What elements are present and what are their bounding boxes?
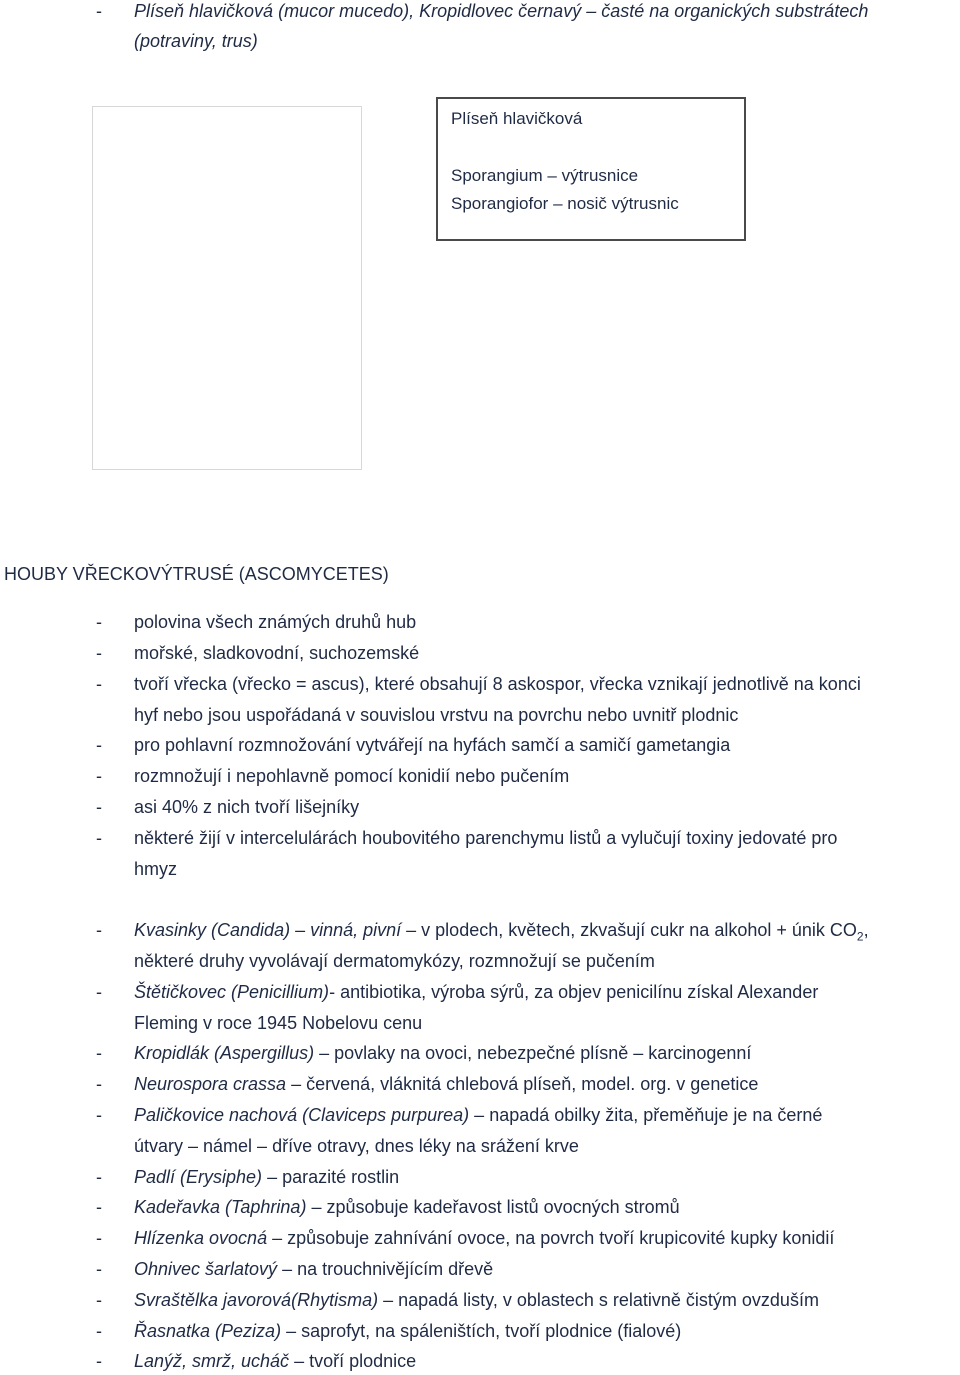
bullet-dash: - <box>96 1105 102 1125</box>
bullet-dash: - <box>96 1228 102 1248</box>
legend-item: Sporangium – výtrusnice <box>451 166 639 185</box>
species-name: Hlízenka ovocná <box>134 1228 268 1248</box>
separator: – <box>262 1167 283 1187</box>
bullet-dash: - <box>96 828 102 848</box>
list-item-text-cont: hmyz <box>134 859 178 879</box>
bullet-dash: - <box>96 797 102 817</box>
figure-image-placeholder <box>92 106 362 470</box>
species-desc: povlaky na ovoci, nebezpečné plísně – karcinogenní <box>334 1043 752 1063</box>
species-desc-end: , <box>863 920 869 940</box>
species-desc: způsobuje kadeřavost listů ovocných stromů <box>326 1197 680 1217</box>
section-heading: HOUBY VŘECKOVÝTRUSÉ (ASCOMYCETES) <box>4 564 389 584</box>
species-desc: způsobuje zahnívání ovoce, na povrch tvoří krupicovité kupky konidií <box>287 1228 835 1248</box>
list-item-text: asi 40% z nich tvoří lišejníky <box>134 797 360 817</box>
separator: – <box>267 1228 288 1248</box>
subscript: 2 <box>856 929 864 944</box>
list-item-text: polovina všech známých druhů hub <box>134 612 417 632</box>
species-name: Kadeřavka (Taphrina) <box>134 1197 307 1217</box>
species-name: Ohnivec šarlatový <box>134 1259 278 1279</box>
species-desc: tvoří plodnice <box>309 1351 417 1371</box>
separator: – <box>306 1197 327 1217</box>
bullet-dash: - <box>96 674 102 694</box>
species-name: Neurospora crassa <box>134 1074 287 1094</box>
species-desc-cont: Fleming v roce 1945 Nobelovu cenu <box>134 1013 423 1033</box>
species-name: Paličkovice nachová (Claviceps purpurea) <box>134 1105 470 1125</box>
species-desc: saprofyt, na spáleništích, tvoří plodnice (fialové) <box>301 1321 682 1341</box>
bullet-dash: - <box>96 643 102 663</box>
species-name: Řasnatka (Peziza) <box>134 1321 282 1341</box>
bullet-dash: - <box>96 1197 102 1217</box>
species-desc: napadá listy, v oblastech s relativně čistým ovzduším <box>398 1290 819 1310</box>
separator: – <box>286 1074 307 1094</box>
figure-legend-box <box>436 97 746 241</box>
species-desc: na trouchnivějícím dřevě <box>297 1259 494 1279</box>
bullet-dash: - <box>96 1290 102 1310</box>
separator: – <box>469 1105 490 1125</box>
species-name: Štětičkovec (Penicillium) <box>134 982 330 1002</box>
intro-text-line2: (potraviny, trus) <box>134 31 258 51</box>
bullet-dash: - <box>96 1259 102 1279</box>
species-desc: antibiotika, výroba sýrů, za objev penicilínu získal Alexander <box>340 982 819 1002</box>
species-desc: v plodech, květech, zkvašují cukr na alkohol + únik CO <box>421 920 857 940</box>
bullet-dash: - <box>96 612 102 632</box>
list-item-text: pro pohlavní rozmnožování vytvářejí na hyfách samčí a samičí gametangia <box>134 735 731 755</box>
list-item-text: mořské, sladkovodní, suchozemské <box>134 643 420 663</box>
legend-item: Sporangiofor – nosič výtrusnic <box>451 194 679 213</box>
species-name: Svraštělka javorová(Rhytisma) <box>134 1290 379 1310</box>
bullet-dash: - <box>96 735 102 755</box>
bullet-dash: - <box>96 1 102 21</box>
separator: – <box>281 1321 302 1341</box>
species-desc-cont: útvary – námel – dříve otravy, dnes léky na srážení krve <box>134 1136 579 1156</box>
species-name: Kvasinky (Candida) <box>134 920 291 940</box>
species-extra: vinná, pivní <box>310 920 402 940</box>
separator: – <box>314 1043 335 1063</box>
legend-title: Plíseň hlavičková <box>451 109 583 128</box>
species-name: Kropidlák (Aspergillus) <box>134 1043 315 1063</box>
intro-text-line1: Plíseň hlavičková (mucor mucedo), Kropidlovec černavý – časté na organických substrátech <box>134 1 869 21</box>
species-desc: červená, vláknitá chlebová plíseň, model. org. v genetice <box>306 1074 759 1094</box>
separator: – <box>401 920 422 940</box>
bullet-dash: - <box>96 1351 102 1371</box>
list-item-text: některé žijí v intercelulárách houbovitého parenchymu listů a vylučují toxiny jedovaté pro <box>134 828 838 848</box>
bullet-dash: - <box>96 982 102 1002</box>
separator: – <box>277 1259 298 1279</box>
bullet-dash: - <box>96 766 102 786</box>
species-name: Lanýž, smrž, ucháč <box>134 1351 290 1371</box>
species-desc-cont: některé druhy vyvolávají dermatomykózy, rozmnožují se pučením <box>134 951 655 971</box>
separator: – <box>289 1351 310 1371</box>
species-desc: parazité rostlin <box>282 1167 400 1187</box>
bullet-dash: - <box>96 1043 102 1063</box>
species-name: Padlí (Erysiphe) <box>134 1167 263 1187</box>
list-item-text: tvoří vřecka (vřecko = ascus), které obsahují 8 askospor, vřecka vznikají jednotlivě na konci <box>134 674 861 694</box>
bullet-dash: - <box>96 1074 102 1094</box>
list-item-text: rozmnožují i nepohlavně pomocí konidií nebo pučením <box>134 766 570 786</box>
bullet-dash: - <box>96 920 102 940</box>
separator: – <box>290 920 311 940</box>
bullet-dash: - <box>96 1167 102 1187</box>
species-desc: napadá obilky žita, přeměňuje je na černé <box>489 1105 823 1125</box>
list-item-text-cont: hyf nebo jsou uspořádaná v souvislou vrstvu na povrchu nebo uvnitř plodnic <box>134 705 739 725</box>
bullet-dash: - <box>96 1321 102 1341</box>
separator: - <box>329 982 341 1002</box>
separator: – <box>378 1290 399 1310</box>
